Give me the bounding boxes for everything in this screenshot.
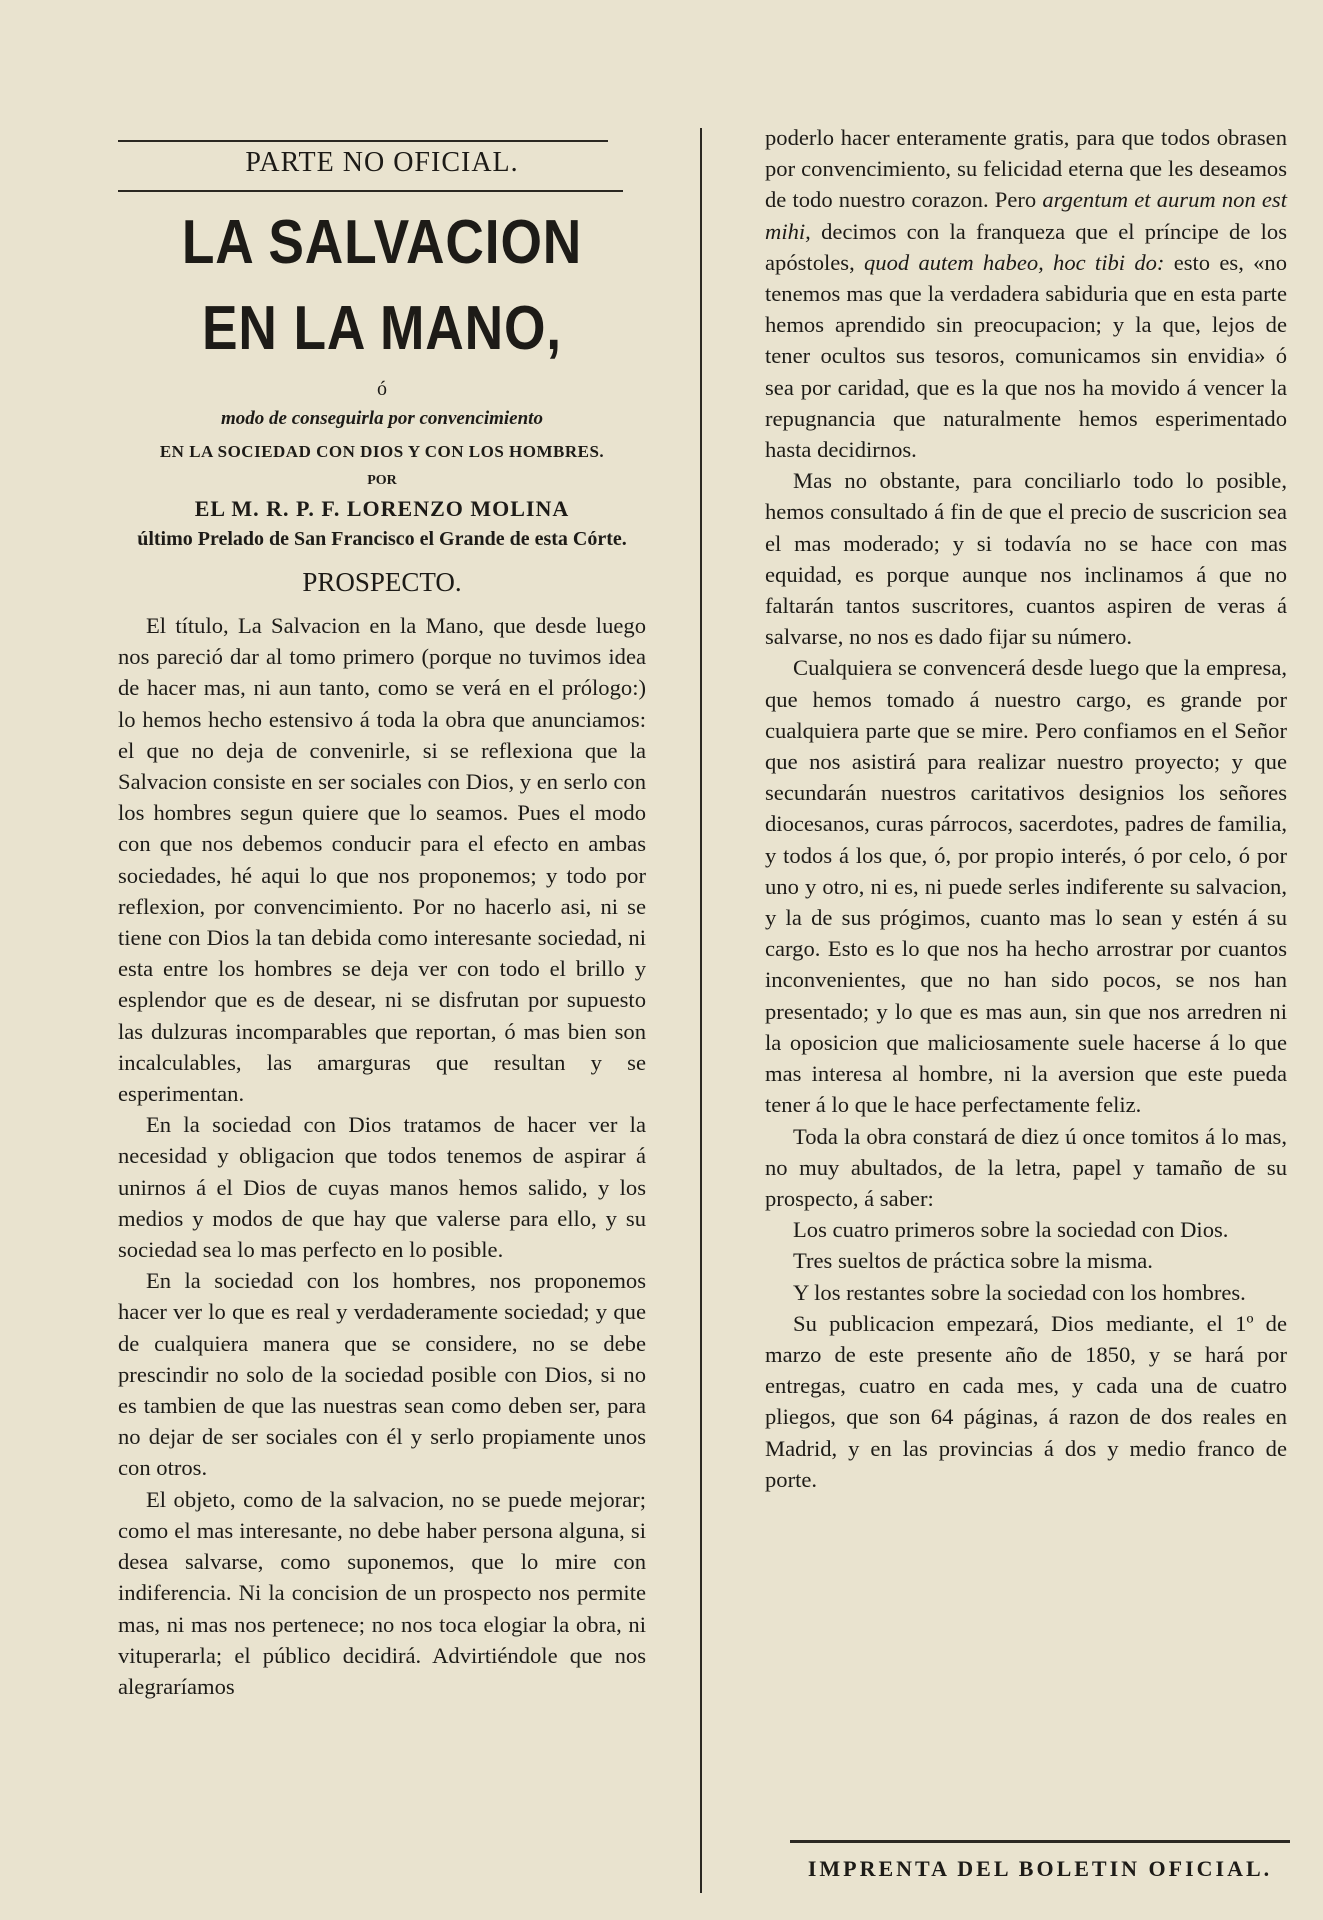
right-paragraph-1-part-a: poderlo hacer enteramente gratis, para que todos obrasen por convencimiento, su felicidad eterna que les deseamos de todo nuestro corazon. Pero <box>765 125 1287 213</box>
subtitle-society: EN LA SOCIEDAD CON DIOS Y CON LOS HOMBRES. <box>159 442 605 461</box>
right-column <box>765 122 1287 1495</box>
right-paragraph-3: Cualquiera se convencerá desde luego que la empresa, que hemos tomado á nuestro cargo, es grande por cualquiera parte que se mire. Pero confiamos en el Señor que nos asistirá para realizar nuestro proyecto; y que secundarán nuestros caritativos designios los señores diocesanos, curas párrocos, sacerdotes, padres de familia, y todos á los que, ó, por propio interés, ó por celo, ó por uno y otro, ni es, ni puede serles indiferente su salvacion, y la de sus prógimos, cuanto mas lo sean y estén á su cargo. Esto es lo que nos ha hecho arrostrar por cuantos inconvenientes, que no han sido pocos, se nos han presentado; y lo que es mas aun, sin que nos arredren ni la oposicion que maliciosamente suele hacerse á lo que mas interesa al hombre, ni la aversion que este pueda tener á lo que le hace perfectamente feliz. <box>765 655 1287 1118</box>
left-paragraph-1: El título, La Salvacion en la Mano, que desde luego nos pareció dar al tomo primero (porque no tuvimos idea de hacer mas, ni aun tanto, como se verá en el prólogo:) lo hemos hecho estensivo á toda la obra que anunciamos: el que no deja de convenirle, si se reflexiona que la Salvacion consiste en ser sociales con Dios, y en serlo con los hombres segun quiere que lo seamos. Pues el modo con que nos debemos conducir para el efecto en ambas sociedades, hé aqui lo que nos proponemos; y todo por reflexion, por convencimiento. Por no hacerlo asi, ni se tiene con Dios la tan debida como interesante sociedad, ni esta entre los hombres se deja ver con todo el brillo y esplendor que es de desear, ni se disfrutan por supuesto las dulzuras incomparables que reportan, ó mas bien son incalculables, las amarguras que resultan y se esperimentan. <box>118 613 646 1107</box>
prospectus-heading: PROSPECTO. <box>302 567 462 597</box>
volume-list-item-1: Los cuatro primeros sobre la sociedad con Dios. <box>793 1217 1229 1243</box>
main-title: LA SALVACION EN LA MANO, <box>181 208 583 363</box>
top-rule <box>118 140 608 142</box>
right-paragraph-2: Mas no obstante, para conciliarlo todo lo posible, hemos consultado á fin de que el precio de suscricion sea el mas moderado; y si todavía no se hace con mas equidad, es porque aunque nos inclinamos á que no faltarán tantos suscritores, cuantos aspiren de veras á salvarse, no nos es dado fijar su número. <box>765 468 1287 650</box>
left-paragraph-3: En la sociedad con los hombres, nos proponemos hacer ver lo que es real y verdaderamente sociedad; y que de cualquiera manera que se considere, no se debe prescindir no solo de la sociedad posible con Dios, si no es tambien de que las nuestras sean como deben ser, para no dejar de ser sociales con él y serlo propiamente unos con otros. <box>118 1268 646 1481</box>
latin-quote-2: quod autem habeo, hoc tibi do: <box>864 249 1165 275</box>
by-line-label: POR <box>367 473 397 488</box>
footer <box>790 1840 1290 1883</box>
title-conjunction: ó <box>377 378 387 400</box>
left-paragraph-2: En la sociedad con Dios tratamos de hacer ver la necesidad y obligacion que todos tenemos de aspirar á unirnos á el Dios de cuyas manos hemos salido, y los medios y modos de que hay que valerse para ello, y su sociedad sea lo mas perfecto en lo posible. <box>118 1112 646 1263</box>
volume-list-item-2: Tres sueltos de práctica sobre la misma. <box>793 1248 1153 1274</box>
latin-quote-1: argentum et aurum non est mihi, <box>765 187 1287 244</box>
left-column <box>118 125 646 1702</box>
author-name: EL M. R. P. F. LORENZO MOLINA <box>194 496 570 521</box>
left-paragraph-4: El objeto, como de la salvacion, no se puede mejorar; como el mas interesante, no debe haber persona alguna, si desea salvarse, como suponemos, que lo mire con indiferencia. Ni la concision de un prospecto nos permite mas, ni mas nos pertenece; no nos toca elogiar la obra, ni vituperarla; el público decidirá. Advirtiéndole que nos alegraríamos <box>118 1486 646 1699</box>
imprint-line: IMPRENTA DEL BOLETIN OFICIAL. <box>807 1856 1273 1881</box>
column-divider <box>700 128 702 1893</box>
subtitle: modo de conseguirla por convencimiento <box>221 408 543 429</box>
right-paragraph-1-part-c: esto es, «no tenemos mas que la verdadera sabiduria que en esta parte hemos aprendido sin preocupacion; y la que, lejos de tener ocultos sus tesoros, comunicamos sin envidia» ó sea por caridad, que es la que nos ha movido á vencer la repugnancia que naturalmente hemos esperimentado hasta decidirnos. <box>765 249 1287 463</box>
title-rule <box>118 190 623 192</box>
volume-list-item-3: Y los restantes sobre la sociedad con los hombres. <box>793 1279 1246 1305</box>
right-paragraph-1-part-b: decimos con la franqueza que el príncipe de los apóstoles, <box>765 218 1287 275</box>
author-description: último Prelado de San Francisco el Grande de esta Córte. <box>137 528 627 550</box>
section-title: PARTE NO OFICIAL. <box>245 147 519 178</box>
right-paragraph-4: Toda la obra constará de diez ú once tomitos á lo mas, no muy abultados, de la letra, papel y tamaño de su prospecto, á saber: <box>765 1123 1287 1211</box>
right-paragraph-5: Su publicacion empezará, Dios mediante, el 1º de marzo de este presente año de 1850, y se hará por entregas, cuatro en cada mes, y cada una de cuatro pliegos, que son 64 páginas, á razon de dos reales en Madrid, y en las provincias á dos y medio franco de porte. <box>765 1310 1287 1492</box>
footer-rule <box>790 1840 1290 1843</box>
right-paragraph-1 <box>765 122 1287 465</box>
